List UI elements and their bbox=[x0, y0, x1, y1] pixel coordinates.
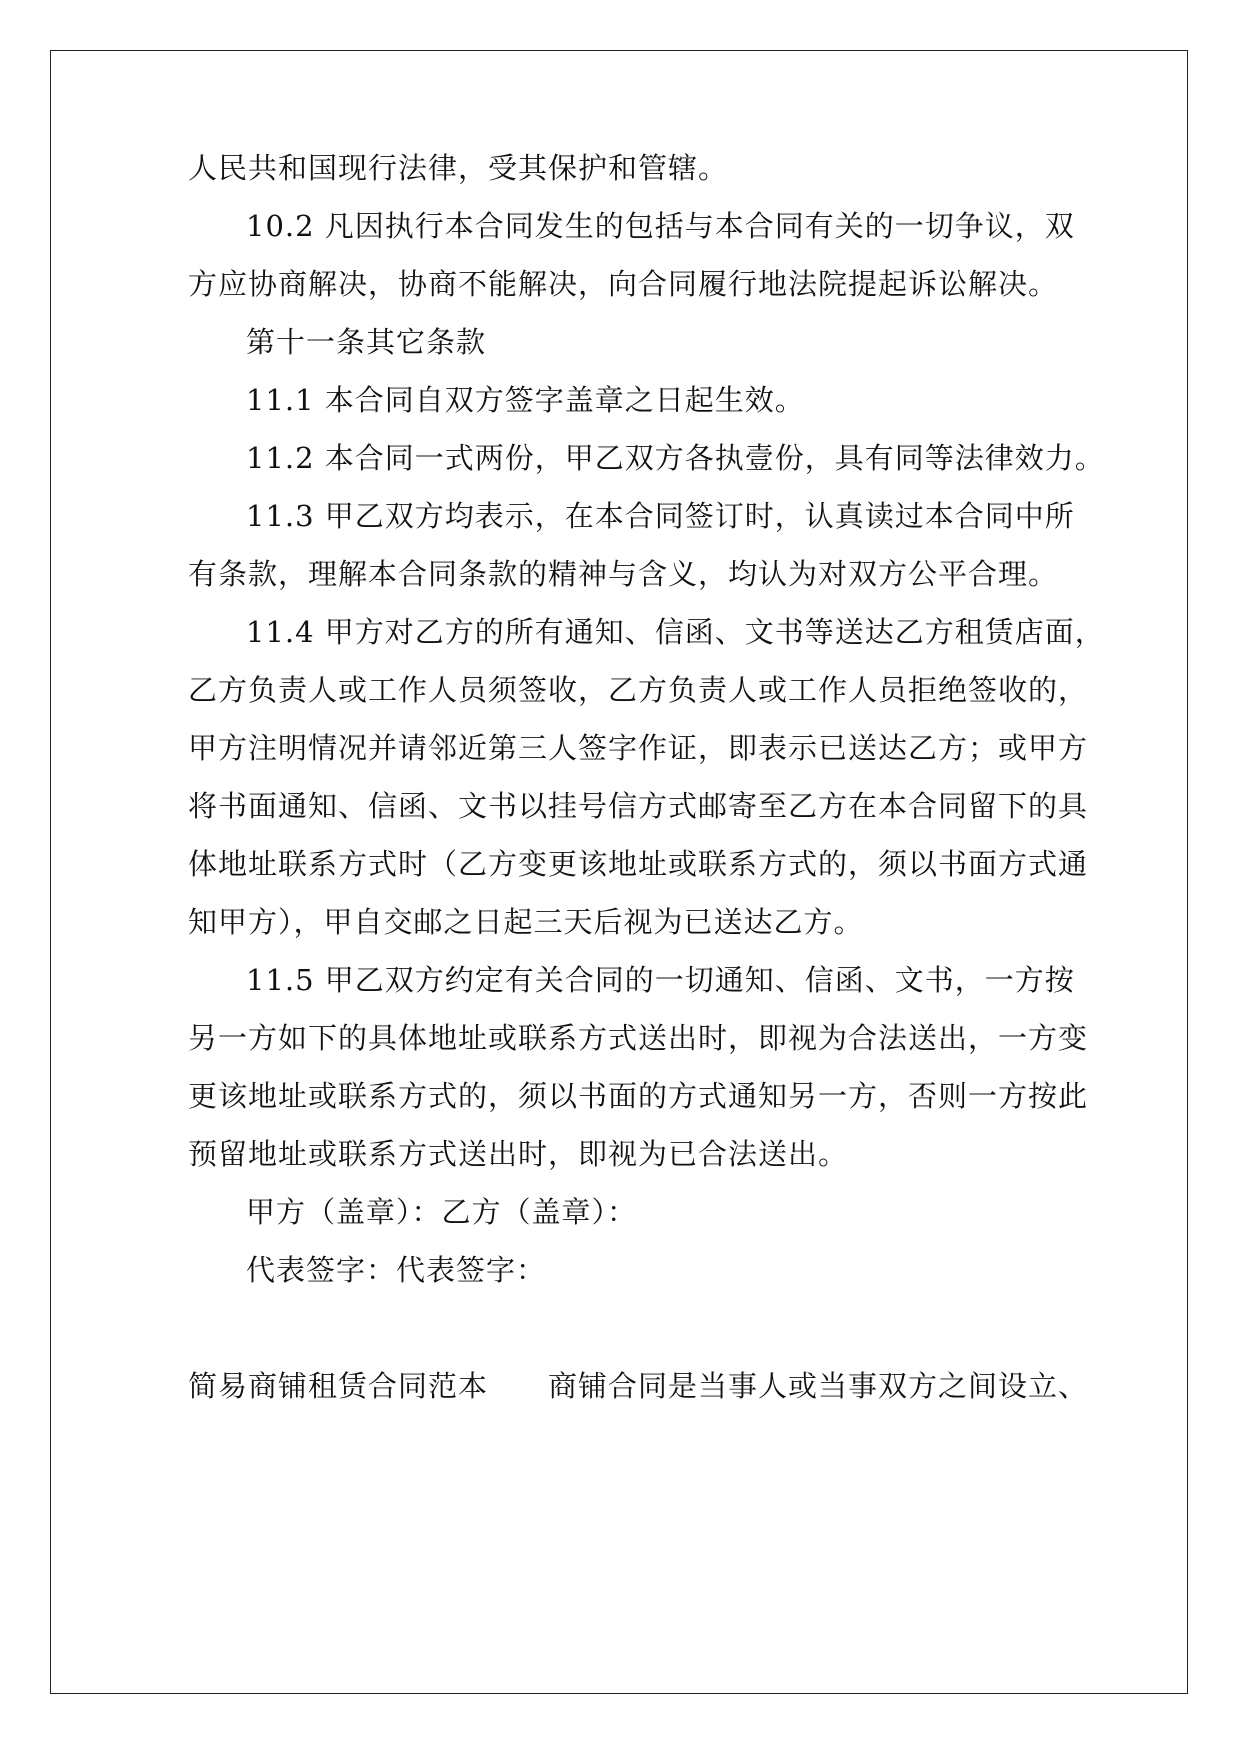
clause-11-1: 11.1 本合同自双方签字盖章之日起生效。 bbox=[246, 383, 805, 417]
paragraph-line: 乙方负责人或工作人员须签收，乙方负责人或工作人员拒绝签收的， bbox=[188, 673, 1089, 707]
paragraph-line: 更该地址或联系方式的，须以书面的方式通知另一方，否则一方按此 bbox=[188, 1079, 1089, 1113]
signature-line: 代表签字：代表签字： bbox=[246, 1253, 547, 1287]
paragraph-line: 知甲方），甲自交邮之日起三天后视为已送达乙方。 bbox=[188, 905, 864, 939]
paragraph-line: 方应协商解决，协商不能解决，向合同履行地法院提起诉讼解决。 bbox=[188, 267, 1059, 301]
seal-line: 甲方（盖章）：乙方（盖章）： bbox=[246, 1195, 638, 1229]
next-document-title-line: 简易商铺租赁合同范本 商铺合同是当事人或当事双方之间设立、 bbox=[188, 1369, 1089, 1403]
paragraph-line: 体地址联系方式时（乙方变更该地址或联系方式的，须以书面方式通 bbox=[188, 847, 1089, 881]
paragraph-line: 预留地址或联系方式送出时，即视为已合法送出。 bbox=[188, 1137, 849, 1171]
clause-10-2: 10.2 凡因执行本合同发生的包括与本合同有关的一切争议，双 bbox=[246, 209, 1075, 243]
paragraph-line: 有条款，理解本合同条款的精神与含义，均认为对双方公平合理。 bbox=[188, 557, 1059, 591]
clause-11-5: 11.5 甲乙双方约定有关合同的一切通知、信函、文书，一方按 bbox=[246, 963, 1075, 997]
paragraph-line: 另一方如下的具体地址或联系方式送出时，即视为合法送出，一方变 bbox=[188, 1021, 1089, 1055]
clause-11-3: 11.3 甲乙双方均表示，在本合同签订时，认真读过本合同中所 bbox=[246, 499, 1075, 533]
paragraph-line: 将书面通知、信函、文书以挂号信方式邮寄至乙方在本合同留下的具 bbox=[188, 789, 1089, 823]
clause-11-4: 11.4 甲方对乙方的所有通知、信函、文书等送达乙方租赁店面， bbox=[246, 615, 1105, 649]
clause-11-2: 11.2 本合同一式两份，甲乙双方各执壹份，具有同等法律效力。 bbox=[246, 441, 1105, 475]
paragraph-line: 人民共和国现行法律，受其保护和管辖。 bbox=[188, 151, 729, 185]
section-heading-article-11: 第十一条其它条款 bbox=[246, 325, 487, 359]
paragraph-line: 甲方注明情况并请邻近第三人签字作证，即表示已送达乙方；或甲方 bbox=[188, 731, 1089, 765]
